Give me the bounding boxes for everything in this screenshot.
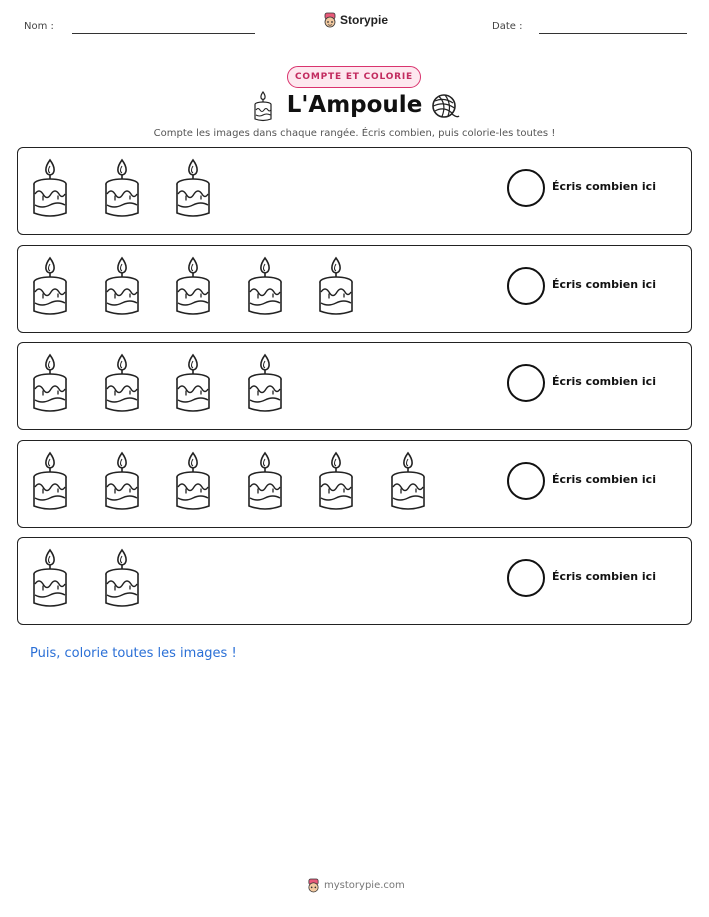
candle-icon bbox=[102, 351, 142, 415]
candle-icon bbox=[316, 254, 356, 318]
name-line[interactable] bbox=[72, 33, 255, 34]
name-label: Nom : bbox=[24, 21, 54, 32]
date-line[interactable] bbox=[539, 33, 687, 34]
counting-row bbox=[17, 147, 692, 235]
answer-circle[interactable] bbox=[507, 169, 545, 207]
candle-icon bbox=[30, 156, 70, 220]
activity-badge: COMPTE ET COLORIE bbox=[287, 66, 421, 88]
candle-icon bbox=[30, 546, 70, 610]
logo-text: Storypie bbox=[340, 13, 389, 27]
answer-label: Écris combien ici bbox=[552, 473, 656, 486]
yarn-ball-icon bbox=[430, 92, 460, 122]
answer-circle[interactable] bbox=[507, 364, 545, 402]
page-title: L'Ampoule bbox=[286, 92, 423, 118]
candle-icon bbox=[245, 254, 285, 318]
storypie-mascot-icon bbox=[323, 12, 337, 28]
candle-icon bbox=[245, 449, 285, 513]
candle-icon bbox=[30, 449, 70, 513]
answer-circle[interactable] bbox=[507, 462, 545, 500]
answer-label: Écris combien ici bbox=[552, 375, 656, 388]
answer-label: Écris combien ici bbox=[552, 180, 656, 193]
candle-icon bbox=[102, 156, 142, 220]
counting-row bbox=[17, 537, 692, 625]
candle-icon bbox=[102, 449, 142, 513]
candle-icon bbox=[30, 351, 70, 415]
candle-icon bbox=[173, 156, 213, 220]
answer-circle[interactable] bbox=[507, 559, 545, 597]
header-bar bbox=[0, 0, 709, 50]
candle-icon bbox=[173, 254, 213, 318]
answer-label: Écris combien ici bbox=[552, 570, 656, 583]
candle-icon bbox=[388, 449, 428, 513]
footer-note: Puis, colorie toutes les images ! bbox=[30, 646, 237, 661]
counting-row bbox=[17, 440, 692, 528]
title-row bbox=[0, 90, 709, 126]
candle-icon bbox=[30, 254, 70, 318]
counting-row bbox=[17, 342, 692, 430]
instructions-text: Compte les images dans chaque rangée. Écris combien, puis colorie-les toutes ! bbox=[153, 128, 556, 139]
candle-icon bbox=[316, 449, 356, 513]
answer-circle[interactable] bbox=[507, 267, 545, 305]
storypie-mascot-icon bbox=[307, 878, 320, 893]
candle-icon bbox=[102, 546, 142, 610]
answer-label: Écris combien ici bbox=[552, 278, 656, 291]
candle-icon bbox=[173, 449, 213, 513]
counting-row bbox=[17, 245, 692, 333]
candle-icon bbox=[102, 254, 142, 318]
footer-url: mystorypie.com bbox=[324, 880, 405, 891]
footer-logo bbox=[307, 878, 405, 893]
date-label: Date : bbox=[492, 21, 523, 32]
candle-icon bbox=[173, 351, 213, 415]
storypie-logo bbox=[323, 12, 388, 28]
candle-icon bbox=[245, 351, 285, 415]
